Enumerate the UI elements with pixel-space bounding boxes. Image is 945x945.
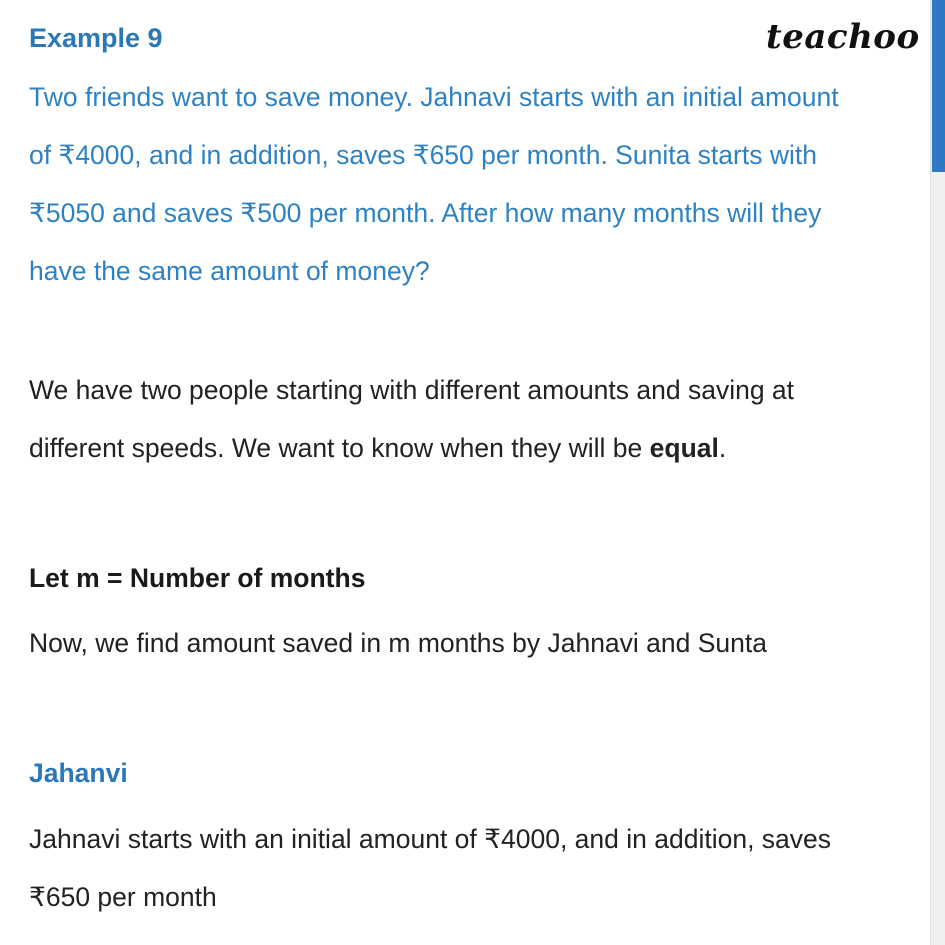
scrollbar-thumb[interactable]	[932, 0, 945, 172]
question-line: ₹5050 and saves ₹500 per month. After how many months will they	[29, 198, 822, 228]
let-m-statement: Let m = Number of months	[29, 563, 366, 593]
example-title: Example 9	[29, 23, 163, 53]
explanation-paragraph	[29, 361, 919, 477]
explanation-line-2-suffix: .	[718, 433, 727, 463]
jahanvi-line: ₹650 per month	[29, 882, 217, 912]
question-text	[29, 68, 934, 300]
explanation-line-1: We have two people starting with different amounts and saving at	[29, 375, 795, 405]
vertical-scrollbar[interactable]	[930, 0, 945, 945]
explanation-line-2	[29, 419, 919, 477]
question-line: Two friends want to save money. Jahnavi starts with an initial amount	[29, 82, 839, 112]
now-statement: Now, we find amount saved in m months by Jahnavi and Sunta	[29, 628, 768, 658]
question-line: of ₹4000, and in addition, saves ₹650 per month. Sunita starts with	[29, 140, 817, 170]
explanation-line-2-prefix: different speeds. We want to know when they will be	[29, 433, 650, 463]
jahanvi-paragraph	[29, 810, 924, 926]
equal-emphasis: equal	[649, 433, 719, 463]
jahanvi-line: Jahnavi starts with an initial amount of ₹4000, and in addition, saves	[29, 824, 832, 854]
jahanvi-heading: Jahanvi	[29, 758, 128, 788]
question-line: have the same amount of money?	[29, 256, 430, 286]
teachoo-logo[interactable]: teachoo	[766, 17, 920, 57]
